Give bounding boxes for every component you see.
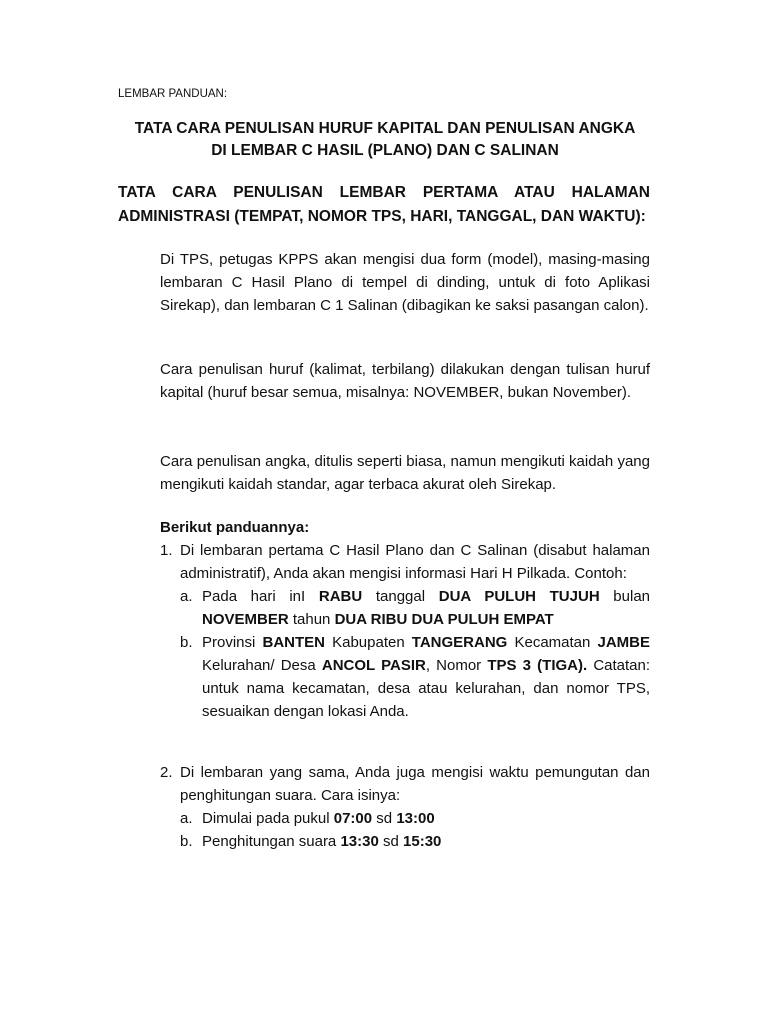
text-run: Catatan: untuk nama kecamatan, desa atau kelurahan, dan nomor TPS, sesuaikan dengan lokasi Anda. bbox=[202, 657, 651, 720]
text-run: Penghitungan suara bbox=[202, 833, 341, 850]
bold-run: 13:30 bbox=[340, 833, 379, 850]
bold-run: JAMBE bbox=[597, 634, 650, 651]
text-run: tanggal bbox=[362, 588, 439, 605]
bold-run: TANGERANG bbox=[411, 634, 508, 651]
sub-list bbox=[180, 585, 650, 723]
sub-item-2b bbox=[180, 830, 650, 853]
list-item-text: Di lembaran pertama C Hasil Plano dan C Salinan (disabut halaman administratif), Anda akan mengisi informasi Hari H Pilkada. Contoh: bbox=[180, 542, 650, 582]
sub-item-text bbox=[202, 585, 650, 631]
document-label: LEMBAR PANDUAN: bbox=[118, 88, 228, 100]
sub-item-letter: b. bbox=[180, 634, 193, 651]
list-item-2-row bbox=[160, 761, 650, 807]
text-run: Kecamatan bbox=[507, 634, 598, 651]
sub-item-letter: b. bbox=[180, 833, 193, 850]
text-run: Kelurahan/ Desa bbox=[202, 657, 322, 674]
sub-item-letter: a. bbox=[180, 588, 193, 605]
bold-run: 15:30 bbox=[403, 833, 442, 850]
list-item-text: Di lembaran yang sama, Anda juga mengisi waktu pemungutan dan penghitungan suara. Cara isinya: bbox=[180, 764, 650, 804]
text-run: Dimulai pada pukul bbox=[202, 810, 334, 827]
text-run: sd bbox=[372, 810, 397, 827]
bold-run: RABU bbox=[318, 588, 363, 605]
list-item-1 bbox=[160, 539, 650, 723]
sub-item-text bbox=[202, 830, 650, 853]
sub-item-1b bbox=[180, 631, 650, 723]
paragraph-number-writing: Cara penulisan angka, ditulis seperti biasa, namun mengikuti kaidah yang mengikuti kaidah standar, agar terbaca akurat oleh Sirekap. bbox=[160, 453, 650, 493]
sub-item-2a bbox=[180, 807, 650, 830]
section-heading: TATA CARA PENULISAN LEMBAR PERTAMA ATAU HALAMAN ADMINISTRASI (TEMPAT, NOMOR TPS, HARI, TANGGAL, DAN WAKTU): bbox=[118, 184, 650, 225]
sub-item-text bbox=[202, 631, 650, 723]
paragraph-letter-writing: Cara penulisan huruf (kalimat, terbilang) dilakukan dengan tulisan huruf kapital (huruf besar semua, misalnya: NOVEMBER, bukan November). bbox=[160, 361, 650, 401]
bold-run: TPS 3 (TIGA). bbox=[487, 657, 588, 674]
title-line-2: DI LEMBAR C HASIL (PLANO) DAN C SALINAN bbox=[211, 142, 559, 159]
list-item-number: 2. bbox=[160, 764, 173, 781]
bold-run: 07:00 bbox=[333, 810, 373, 827]
guide-heading: Berikut panduannya: bbox=[160, 519, 310, 536]
bold-run: BANTEN bbox=[262, 634, 325, 651]
bold-run: DUA PULUH TUJUH bbox=[438, 588, 600, 605]
list-item-number: 1. bbox=[160, 542, 173, 559]
title-line-1: TATA CARA PENULISAN HURUF KAPITAL DAN PENULISAN ANGKA bbox=[134, 120, 636, 137]
sub-item-letter: a. bbox=[180, 810, 193, 827]
sub-item-text bbox=[202, 807, 650, 830]
paragraph-forms: Di TPS, petugas KPPS akan mengisi dua form (model), masing-masing lembaran C Hasil Plano di tempel di dinding, untuk di foto Aplikasi Sirekap), dan lembaran C 1 Salinan (dibagikan ke saksi pasangan calon). bbox=[160, 251, 650, 314]
text-run: , Nomor bbox=[425, 657, 488, 674]
text-run: tahun bbox=[288, 611, 335, 628]
bold-run: NOVEMBER bbox=[202, 611, 289, 628]
bold-run: ANCOL PASIR bbox=[321, 657, 426, 674]
list-item-2 bbox=[160, 761, 650, 853]
list-item-1-row bbox=[160, 539, 650, 585]
sub-item-1a bbox=[180, 585, 650, 631]
text-run: sd bbox=[378, 833, 404, 850]
text-run: bulan bbox=[599, 588, 651, 605]
text-run: Pada hari inI bbox=[202, 588, 319, 605]
bold-run: 13:00 bbox=[396, 810, 435, 827]
text-run: Provinsi bbox=[202, 634, 263, 651]
bold-run: DUA RIBU DUA PULUH EMPAT bbox=[334, 611, 554, 628]
document-title bbox=[110, 118, 660, 162]
text-run: Kabupaten bbox=[324, 634, 412, 651]
sub-list bbox=[180, 807, 650, 853]
